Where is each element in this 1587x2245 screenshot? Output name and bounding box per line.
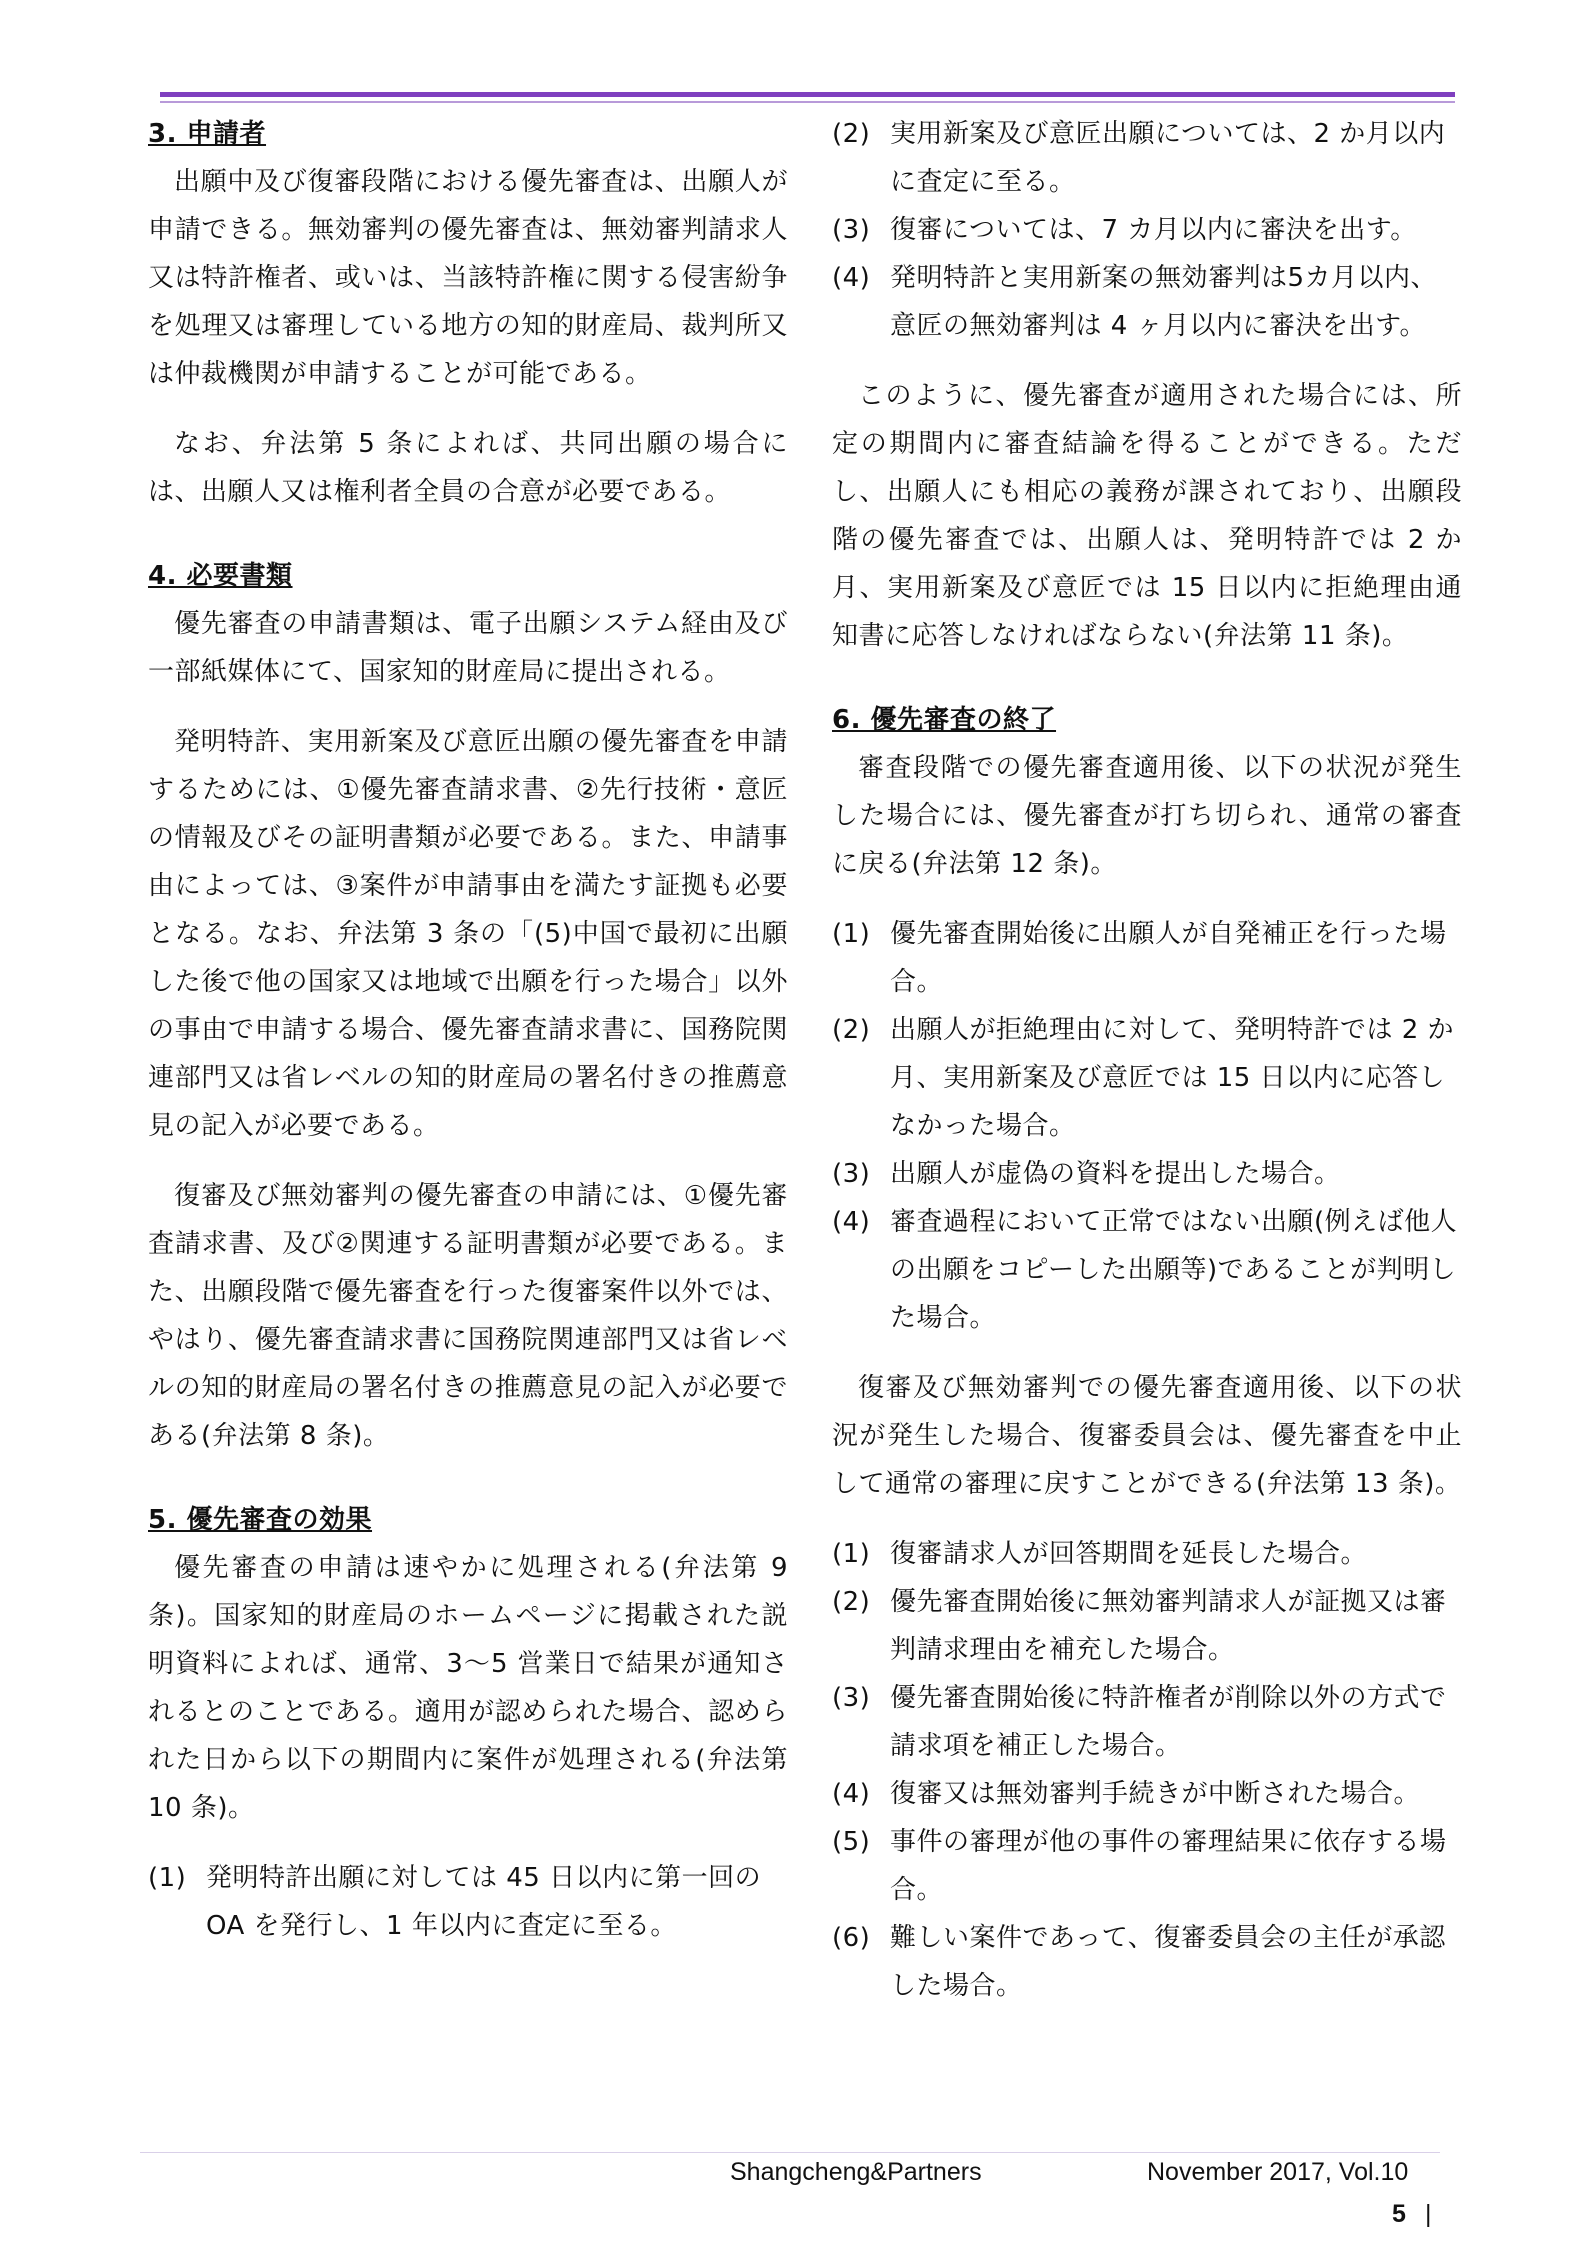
list-item-text: 発明特許出願に対しては 45 日以内に第一回の OA を発行し、1 年以内に査定に至る。 xyxy=(206,1863,762,1941)
section-4-heading: 4. 必要書類 xyxy=(148,561,293,591)
section-6-paragraph-1: 審査段階での優先審査適用後、以下の状況が発生した場合には、優先審査が打ち切られ、通常の審査に戻る(弁法第 12 条)。 xyxy=(832,753,1462,879)
list-item-text: 復審又は無効審判手続きが中断された場合。 xyxy=(890,1779,1421,1809)
section-5-paragraph-1: 優先審査の申請は速やかに処理される(弁法第 9 条)。国家知的財産局のホームページに掲載された説明資料によれば、通常、3～5 営業日で結果が通知されるとのことである。適用が認められた場合、認められた日から以下の期間内に案件が処理される(弁法第 10 条)。 xyxy=(148,1553,788,1823)
list-item xyxy=(832,1914,1462,2010)
list-item-text: 優先審査開始後に特許権者が削除以外の方式で請求項を補正した場合。 xyxy=(890,1683,1447,1761)
list-item-number: (3) xyxy=(832,1683,871,1713)
list-item xyxy=(832,1770,1462,1818)
list-item xyxy=(832,1198,1462,1342)
list-item-number: (4) xyxy=(832,1207,871,1237)
list-item-text: 事件の審理が他の事件の審理結果に依存する場合。 xyxy=(890,1827,1447,1905)
list-item-number: (2) xyxy=(832,119,871,149)
list-item-text: 優先審査開始後に出願人が自発補正を行った場合。 xyxy=(890,919,1447,997)
list-item-text: 復審請求人が回答期間を延長した場合。 xyxy=(890,1539,1368,1569)
list-item-number: (3) xyxy=(832,1159,871,1189)
footer-publisher: Shangcheng&Partners xyxy=(730,2158,982,2186)
section-4-paragraph-2: 発明特許、実用新案及び意匠出願の優先審査を申請するためには、①優先審査請求書、②先行技術・意匠の情報及びその証明書類が必要である。また、申請事由によっては、③案件が申請事由を満たす証拠も必要となる。なお、弁法第 3 条の「(5)中国で最初に出願した後で他の国家又は地域で出願を行った場合」以外の事由で申請する場合、優先審査請求書に、国務院関連部門又は省レベルの知的財産局の署名付きの推薦意見の記入が必要である。 xyxy=(148,727,788,1141)
right-column xyxy=(832,110,1462,2010)
list-item xyxy=(832,1578,1462,1674)
list-item-text: 審査過程において正常ではない出願(例えば他人の出願をコピーした出願等)であることが判明した場合。 xyxy=(890,1207,1458,1333)
list-item-number: (1) xyxy=(832,1539,871,1569)
list-item-number: (2) xyxy=(832,1015,871,1045)
list-item xyxy=(832,1818,1462,1914)
list-item-text: 出願人が虚偽の資料を提出した場合。 xyxy=(890,1159,1341,1189)
footer-separator: | xyxy=(1425,2200,1432,2228)
list-item-number: (4) xyxy=(832,263,871,293)
list-item-number: (1) xyxy=(148,1863,187,1893)
list-item xyxy=(832,206,1462,254)
section-5-list-continued xyxy=(832,110,1462,350)
list-item xyxy=(832,910,1462,1006)
section-6-heading: 6. 優先審査の終了 xyxy=(832,705,1057,735)
header-rule xyxy=(160,92,1455,97)
list-item xyxy=(832,1674,1462,1770)
section-5-heading: 5. 優先審査の効果 xyxy=(148,1505,373,1535)
section-5-list xyxy=(148,1854,788,1950)
section-5-paragraph-2: このように、優先審査が適用された場合には、所定の期間内に審査結論を得ることができる。ただし、出願人にも相応の義務が課されており、出願段階の優先審査では、出願人は、発明特許では 2 か月、実用新案及び意匠では 15 日以内に拒絶理由通知書に応答しなければならない(弁法第 11 条)。 xyxy=(832,381,1462,651)
list-item-number: (1) xyxy=(832,919,871,949)
list-item xyxy=(832,1530,1462,1578)
page-number: 5 xyxy=(1392,2200,1406,2228)
list-item-number: (6) xyxy=(832,1923,871,1953)
list-item xyxy=(832,1006,1462,1150)
section-6-list-2 xyxy=(832,1530,1462,2010)
list-item-number: (3) xyxy=(832,215,871,245)
list-item xyxy=(832,1150,1462,1198)
list-item-number: (5) xyxy=(832,1827,871,1857)
section-6-paragraph-2: 復審及び無効審判での優先審査適用後、以下の状況が発生した場合、復審委員会は、優先審査を中止して通常の審理に戻すことができる(弁法第 13 条)。 xyxy=(832,1373,1462,1499)
list-item-text: 出願人が拒絶理由に対して、発明特許では 2 か月、実用新案及び意匠では 15 日以内に応答しなかった場合。 xyxy=(890,1015,1455,1141)
section-3-paragraph-1: 出願中及び復審段階における優先審査は、出願人が申請できる。無効審判の優先審査は、無効審判請求人又は特許権者、或いは、当該特許権に関する侵害紛争を処理又は審理している地方の知的財産局、裁判所又は仲裁機関が申請することが可能である。 xyxy=(148,167,788,389)
list-item xyxy=(832,254,1462,350)
list-item-number: (4) xyxy=(832,1779,871,1809)
list-item-text: 発明特許と実用新案の無効審判は5カ月以内、意匠の無効審判は 4 ヶ月以内に審決を出す。 xyxy=(890,263,1438,341)
section-3-paragraph-2: なお、弁法第 5 条によれば、共同出願の場合には、出願人又は権利者全員の合意が必要である。 xyxy=(148,429,788,507)
section-3-heading: 3. 申請者 xyxy=(148,119,267,149)
list-item xyxy=(832,110,1462,206)
list-item-text: 優先審査開始後に無効審判請求人が証拠又は審判請求理由を補充した場合。 xyxy=(890,1587,1447,1665)
header-rule-thin xyxy=(160,101,1455,103)
list-item-number: (2) xyxy=(832,1587,871,1617)
list-item-text: 復審については、7 カ月以内に審決を出す。 xyxy=(890,215,1417,245)
list-item xyxy=(148,1854,788,1950)
section-4-paragraph-1: 優先審査の申請書類は、電子出願システム経由及び一部紙媒体にて、国家知的財産局に提出される。 xyxy=(148,609,788,687)
left-column xyxy=(148,110,788,1950)
section-6-list-1 xyxy=(832,910,1462,1342)
section-4-paragraph-3: 復審及び無効審判の優先審査の申請には、①優先審査請求書、及び②関連する証明書類が必要である。また、出願段階で優先審査を行った復審案件以外では、やはり、優先審査請求書に国務院関連部門又は省レベルの知的財産局の署名付きの推薦意見の記入が必要である(弁法第 8 条)。 xyxy=(148,1181,788,1451)
footer-issue: November 2017, Vol.10 xyxy=(1147,2158,1409,2186)
list-item-text: 難しい案件であって、復審委員会の主任が承認した場合。 xyxy=(890,1923,1446,2001)
list-item-text: 実用新案及び意匠出願については、2 か月以内に査定に至る。 xyxy=(890,119,1446,197)
